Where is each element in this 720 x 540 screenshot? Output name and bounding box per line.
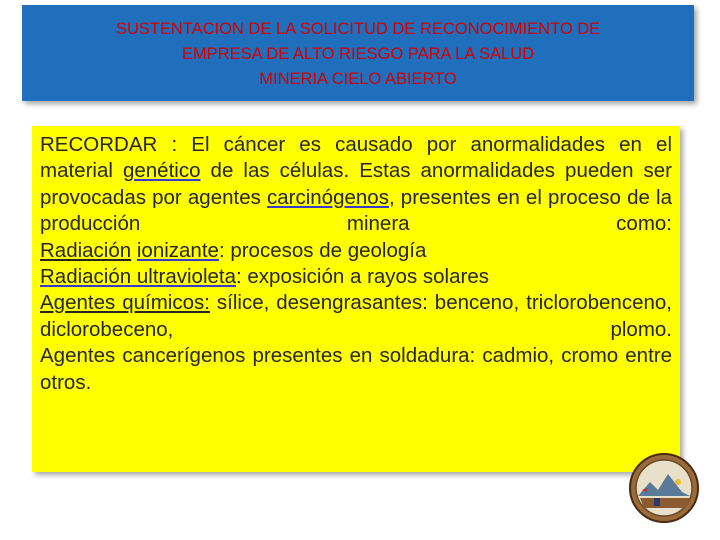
agentes-quimicos-rest: sílice, desengrasantes: benceno, triclorobenceno, diclorobeceno, plomo. xyxy=(40,291,672,341)
agentes-quimicos-word: Agentes químicos: xyxy=(40,291,210,315)
paragraph-soldadura: Agentes cancerígenos presentes en soldadura: cadmio, cromo entre otros. xyxy=(40,344,672,394)
title-line-2: EMPRESA DE ALTO RIESGO PARA LA SALUD xyxy=(181,44,535,63)
slide-title-banner xyxy=(22,5,694,101)
title-line-3: MINERIA CIELO ABIERTO xyxy=(259,69,457,88)
paragraph-radiacion-ultravioleta xyxy=(40,264,672,290)
radiacion-ionizante-rest: : procesos de geología xyxy=(218,238,427,262)
title-line-1: SUSTENTACION DE LA SOLICITUD DE RECONOCIMIENTO DE xyxy=(115,19,601,38)
radiacion-ultravioleta-word: Radiación ultravioleta xyxy=(40,265,237,289)
paragraph-agentes-quimicos xyxy=(40,290,672,343)
content-text-box xyxy=(32,126,680,472)
recordar-text-a: RECORDAR : El cáncer es causado por anormalidades en el material xyxy=(40,133,672,183)
genetico-word: genético xyxy=(122,159,201,183)
radiacion-ultravioleta-rest: : exposición a rayos solares xyxy=(236,265,489,289)
carcinogenos-word: carcinógenos xyxy=(267,185,389,209)
recordar-text-b: de las células. Estas anormalidades pueden ser provocadas por agentes xyxy=(40,159,672,209)
ionizante-word: ionizante xyxy=(136,238,219,262)
radiacion-word: Radiación xyxy=(40,238,132,262)
paragraph-recordar xyxy=(40,132,672,238)
recordar-text-c: , presentes en el proceso de la producción minera como: xyxy=(40,185,672,236)
mining-emblem-icon xyxy=(628,452,700,524)
paragraph-radiacion-ionizante xyxy=(40,238,672,264)
